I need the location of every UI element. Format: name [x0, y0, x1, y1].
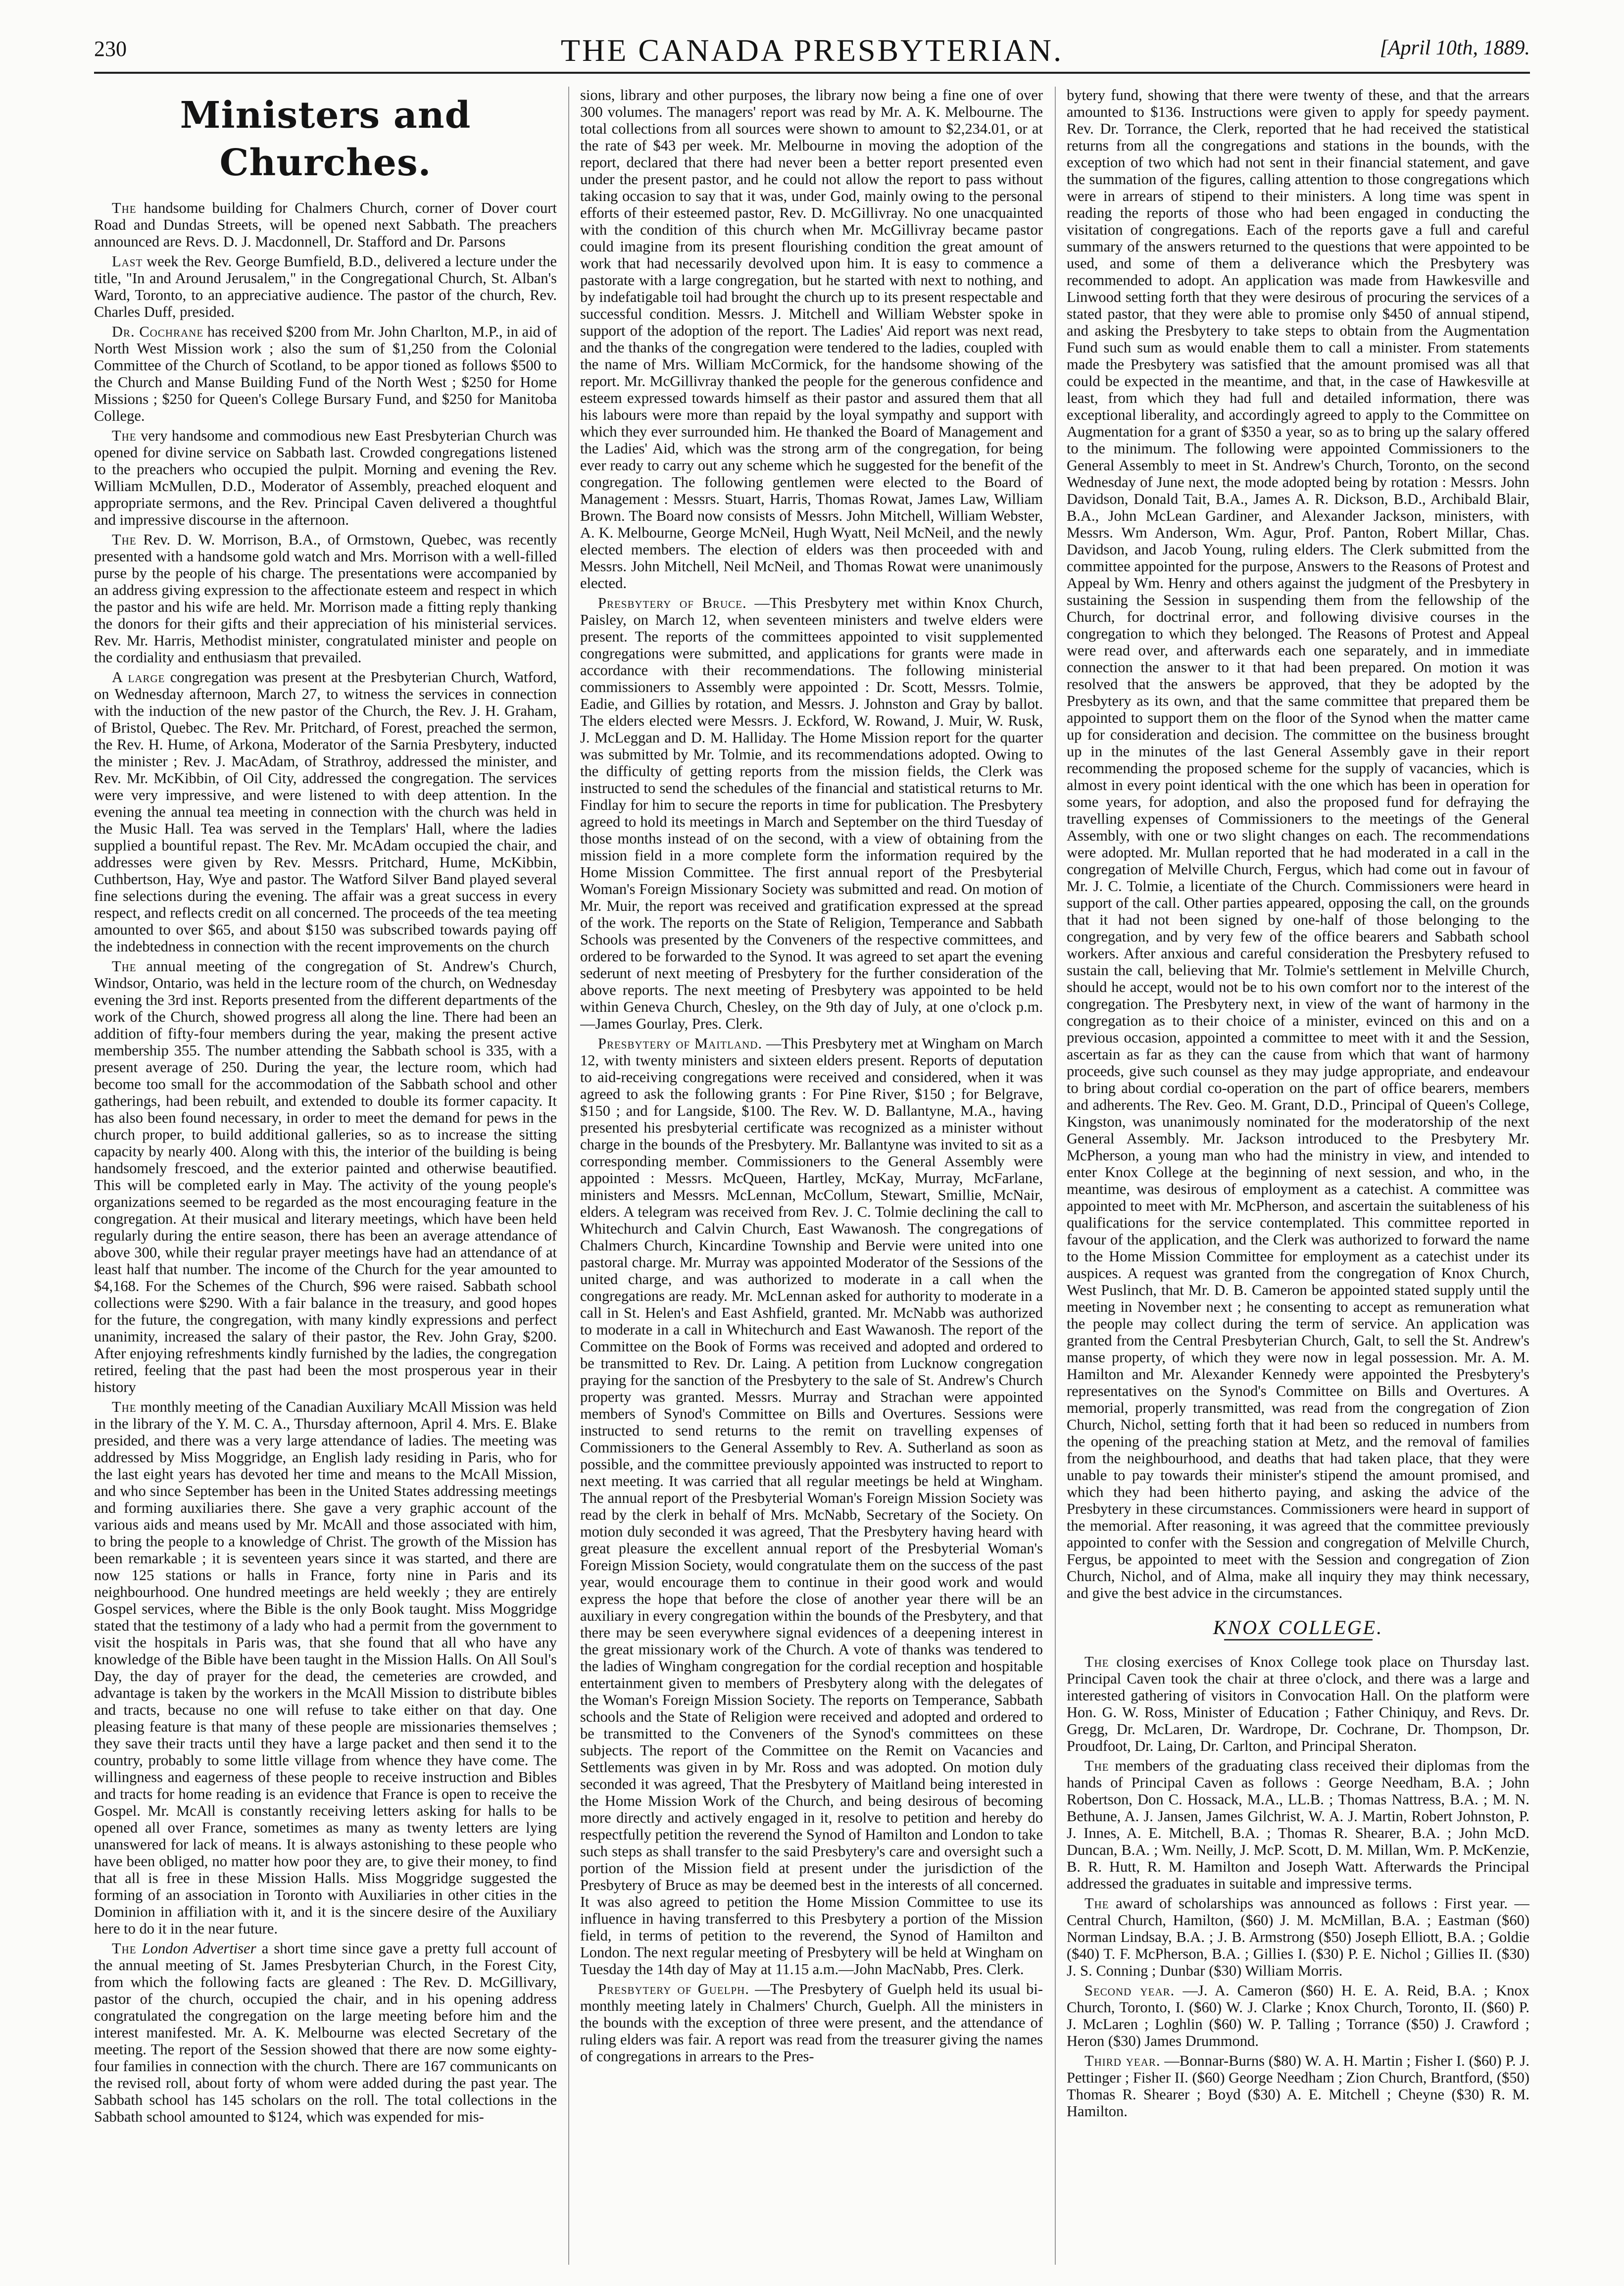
paragraph-lead: The	[112, 958, 137, 975]
paragraph-lead: The	[112, 531, 137, 548]
paragraph-lead: The	[112, 427, 137, 444]
paragraph-text: has received $200 from Mr. John Charlton, M.P., in aid of North West Mission work ; also the sum of $1,250 from the Colonial Committee of the Church of Scotland, to be appor tioned as follows $500 to the Church and Manse Building Fund of the North West ; $250 for Home Missions ; $250 for Queen's College Bursary Fund, and $250 for Manitoba College.	[94, 323, 557, 424]
paragraph-text: handsome building for Chalmers Church, corner of Dover court Road and Dundas Streets, will be opened next Sabbath. The preachers announced are Revs. D. J. Macdonnell, Dr. Stafford and Dr. Parsons	[94, 199, 557, 250]
article-paragraph	[1067, 1982, 1529, 2049]
paragraph-text: award of scholarships was announced as follows : First year. —Central Church, Hamilton, ($60) J. M. McMillan, B.A. ; Eastman ($60) Norman Lindsay, B.A. ; J. B. Armstrong ($50) Joseph Elliott, B.A. ; Goldie ($40) T. F. McPherson, B.A. ; Gillies I. ($30) P. E. Nichol ; Gillies II. ($30) J. S. Conning ; Dunbar ($30) William Morris.	[1067, 1895, 1529, 1979]
column-divider	[568, 87, 569, 2265]
paragraph-text: monthly meeting of the Canadian Auxiliary McAll Mission was held in the library of the Y. M. C. A., Thursday afternoon, April 4. Mrs. E. Blake presided, and there was a very large attendance of ladies. The meeting was addressed by Miss Moggridge, an English lady residing in Paris, who for the last eight years has devoted her time and means to the McAll Mission, and who since September has been in the United States addressing meetings and forming auxiliaries there. She gave a very graphic account of the various aids and means used by Mr. McAll and those associated with him, to bring the people to a knowledge of Christ. The growth of the Mission has been remarkable ; it is seventeen years since it was started, and there are now 125 stations or halls in France, forty nine in Paris and its neighbourhood. One hundred meetings are held weekly ; they are entirely Gospel services, where the Bible is the only Book taught. Miss Moggridge stated that the testimony of a lady who had a permit from the government to visit the hospitals in Paris was, that she found that all who have any knowledge of the Bible have been taught in the Mission Halls. On All Soul's Day, the day of prayer for the dead, the cemeteries are crowded, and advantage is taken by the workers in the McAll Mission to distribute bibles and tracts, because no one will refuse to take either on that day. One pleasing feature is that many of these people are missionaries themselves ; they save their tracts until they have a large packet and then send it to the country, probably to some little village from whence they have come. The willingness and eagerness of these people to receive instruction and Bibles and tracts for home reading is an evidence that France is open to receive the Gospel. Mr. McAll is constantly receiving letters asking for halls to be opened all over France, sometimes as many as twenty letters are lying unanswered for lack of means. It is always astonishing to these people who have been obliged, no matter how poor they are, to give their money, to find that all is free in these Mission Halls. Miss Moggridge suggested the forming of an association in Toronto with Auxiliaries in other cities in the Dominion in affiliation with it, and it is the sincere desire of the Auxiliary here to do it in the near future.	[94, 1398, 557, 1937]
paragraph-text: —Bonnar-Burns ($80) W. A. H. Martin ; Fisher I. ($60) P. J. Pettinger ; Fisher II. ($60) George Needham ; Zion Church, Brantford, ($50) Thomas R. Shearer ; Boyd ($30) A. E. Mitchell ; Cheyne ($30) R. M. Hamilton.	[1067, 2052, 1529, 2120]
article-paragraph	[1067, 87, 1529, 1601]
paragraph-text: congregation was present at the Presbyterian Church, Watford, on Wednesday afternoon, March 27, to witness the services in connection with the induction of the new pastor of the Church, the Rev. J. H. Graham, of Bristol, Quebec. The Rev. Mr. Pritchard, of Forest, preached the sermon, the Rev. H. Hume, of Arkona, Moderator of the Sarnia Presbytery, inducted the minister ; Rev. J. MacAdam, of Strathroy, addressed the minister, and Rev. Mr. McKibbin, of Oil City, addressed the congregation. The services were very impressive, and were listened to with deep attention. In the evening the annual tea meeting in connection with the church was held in the Music Hall. Tea was served in the Templars' Hall, where the ladies supplied a bountiful repast. The Rev. Mr. McAdam occupied the chair, and addresses were given by Rev. Messrs. Pritchard, Hume, McKibbin, Cuthbertson, Hay, Wye and pastor. The Watford Silver Band played several fine selections during the evening. The affair was a great success in every respect, and reflects credit on all concerned. The proceeds of the tea meeting amounted to over $65, and about $150 was subscribed towards paying off the indebtedness in connection with the recent improvements on the church	[94, 669, 557, 955]
italic-title: London Advertiser	[142, 1940, 256, 1957]
paragraph-text: —J. A. Cameron ($60) H. E. A. Reid, B.A. ; Knox Church, Toronto, I. ($60) W. J. Clarke ; Knox Church, Toronto, II. ($60) P. J. McLaren ; Loghlin ($60) W. P. Talling ; Torrance ($50) J. Crawford ; Heron ($30) James Drummond.	[1067, 1982, 1529, 2049]
article-paragraph	[94, 427, 557, 528]
paragraph-text: bytery fund, showing that there were twenty of these, and that the arrears amounted to $136. Instructions were given to apply for speedy payment. Rev. Dr. Torrance, the Clerk, reported that he had received the statistical returns from all the congregations and stations in the bounds, with the exception of two which had not sent in their financial statement, and gave the summation of the figures, calling attention to those congregations which were in arrears of stipend to their ministers. A long time was spent in reading the reports of those who had been engaged in conducting the visitation of congregations. Each of the reports gave a full and careful summary of the answers returned to the questions that were appointed to be used, and some of them a deliverance which the Presbytery was recommended to adopt. An application was made from Hawkesville and Linwood setting forth that they were desirous of procuring the services of a stated pastor, that they were able to promise only $450 of annual stipend, and asking the Presbytery to take steps to obtain from the Augmentation Fund such sum as would enable them to call a minister. From statements made the Presbytery was satisfied that the amount promised was all that could be expected in the meantime, and that, in the case of Hawkesville at least, from which they had full and detailed information, there was exceptional liberality, and accordingly agreed to apply to the Committee on Augmentation for a grant of $350 a year, so as to bring up the salary offered to the minimum. The following were appointed Commissioners to the General Assembly to meet in St. Andrew's Church, Toronto, on the second Wednesday of June next, the mode adopted being by rotation : Messrs. John Davidson, Donald Tait, B.A., James A. R. Dickson, B.D., Archibald Blair, B.A., John McLean Gardiner, and Alexander Jackson, ministers, with Messrs. Wm Anderson, Wm. Agur, Prof. Panton, Robert Millar, Chas. Davidson, and Jacob Young, ruling elders. The Clerk submitted from the committee appointed for the purpose, Answers to the Reasons of Protest and Appeal by Wm. Henry and others against the judgment of the Presbytery in sustaining the Session in suspending them from the fellowship of the Church, for doctrinal error, and following divisive courses in the congregation to which they belonged. The Reasons of Protest and Appeal were read over, and afterwards each one separately, and in immediate connection the answer to it that had been prepared. On motion it was resolved that the answers be approved, that they be adopted by the Presbytery as its own, and that the same committee that prepared them be appointed to support them on the floor of the Synod when the matter came up for consideration and decision. The committee on the business brought up in the minutes of the last General Assembly gave in their report recommending the proposed scheme for the supply of vacancies, which is almost in every point identical with the one which has been in operation for some years, for adoption, and also the proposed fund for defraying the travelling expenses of Commissioners to the meetings of the General Assembly, with one or two slight changes on each. The recommendations were adopted. Mr. Mullan reported that he had moderated in a call in the congregation of Melville Church, Fergus, which had come out in favour of Mr. J. C. Tolmie, a licentiate of the Church. Commissioners were heard in support of the call. Other parties appeared, opposing the call, on the grounds that it had not been signed by one-half of those belonging to the congregation, and by very few of the office bearers and Sabbath school workers. After anxious and careful consideration the Presbytery refused to sustain the call, believing that Mr. Tolmie's settlement in Melville Church, should he accept, would not be to his own comfort nor to the interest of the congregation. The Presbytery next, in view of the want of harmony in the congregation as to their choice of a minister, evinced on this and on a previous occasion, appointed a committee to meet with it and the Session, ascertain as far as they can the cause from which that want of harmony proceeds, give such counsel as they may judge appropriate, and endeavour to bring about cordial co-operation on the part of office bearers, members and adherents. The Rev. Geo. M. Grant, D.D., Principal of Queen's College, Kingston, was unanimously nominated for the moderatorship of the next General Assembly. Mr. Jackson introduced to the Presbytery Mr. McPherson, a young man who had the ministry in view, and intended to enter Knox College at the beginning of next session, and who, in the meantime, was desirous of employment as a catechist. A committee was appointed to meet with Mr. McPherson, and ascertain the suitableness of his qualifications for the service contemplated. This committee reported in favour of the application, and the Clerk was authorized to forward the name to the Home Mission Committee for employment as a catechist under its auspices. A request was granted from the congregation of Knox Church, West Puslinch, that Mr. D. B. Cameron be appointed stated supply until the meeting in November next ; he consenting to accept as remuneration what the people may collect during the term of service. An application was granted from the Central Presbyterian Church, Galt, to sell the St. Andrew's manse property, of which they were now in legal possession. Mr. A. M. Hamilton and Mr. Alexander Kennedy were appointed the Presbytery's representatives on the Synod's Committee on Bills and Overtures. A memorial, properly transmitted, was read from the congregation of Zion Church, Nichol, setting forth that it had been so reduced in numbers from the opening of the preaching station at Metz, and the removal of families from the neighbourhood, and deaths that had taken place, that they were unable to pay towards their minister's stipend the amount promised, and which they had been hitherto paying, and asking the advice of the Presbytery in these circumstances. Commissioners were heard in support of the memorial. After reasoning, it was agreed that the committee previously appointed to confer with the Session and congregation of Melville Church, Fergus, be appointed to meet with the Session and congregation of Zion Church, Nichol, and of Alma, make all inquiry they may think necessary, and give the best advice in the circumstances.	[1067, 87, 1529, 1601]
paragraph-lead: The	[1084, 1653, 1109, 1670]
paragraph-lead: The	[1084, 1757, 1109, 1774]
article-paragraph	[94, 958, 557, 1395]
article-paragraph	[94, 199, 557, 250]
section-title: Ministers and Churches.	[180, 94, 471, 184]
article-paragraph	[94, 1940, 557, 2125]
paragraph-text: members of the graduating class received their diplomas from the hands of Principal Caven as follows : George Needham, B.A. ; John Robertson, Don C. Hossack, M.A., LL.B. ; Thomas Nattress, B.A. ; M. N. Bethune, A. J. Jansen, James Gilchrist, W. A. J. Martin, Robert Johnston, P. J. Innes, A. E. Mitchell, B.A. ; Thomas R. Shearer, B.A. ; John McD. Duncan, B.A. ; Wm. Neilly, J. McP. Scott, D. M. Millan, Wm. P. McKenzie, B. R. Hutt, R. M. Hamilton and Joseph Watt. Afterwards the Principal addressed the graduates in suitable and impressive terms.	[1067, 1757, 1529, 1892]
knox-college-body	[1067, 1653, 1529, 2120]
article-paragraph	[94, 1398, 557, 1937]
paragraph-text: —This Presbytery met within Knox Church, Paisley, on March 12, when seventeen ministers and twelve elders were present. The reports of the committees appointed to visit supplemented congregations were submitted, and applications for grants were made in accordance with their recommendations. The following ministerial commissioners to Assembly were appointed : Dr. Scott, Messrs. Tolmie, Eadie, and Gillies by rotation, and Messrs. J. Johnston and Gray by ballot. The elders elected were Messrs. J. Eckford, W. Rowand, J. Muir, W. Rusk, J. McLeggan and D. M. Halliday. The Home Mission report for the quarter was submitted by Mr. Tolmie, and its recommendations adopted. Owing to the difficulty of getting reports from the mission fields, the Clerk was instructed to send the schedules of the financial and statistical returns to Mr. Findlay for him to secure the reports in time for publication. The Presbytery agreed to hold its meetings in March and September on the third Tuesday of those months instead of on the second, with a view of obtaining from the mission field in a more complete form the information required by the Home Mission Committee. The first annual report of the Presbyterial Woman's Foreign Missionary Society was submitted and read. On motion of Mr. Muir, the report was received and gratification expressed at the spread of the work. The reports on the State of Religion, Temperance and Sabbath Schools was presented by the Conveners of the respective committees, and ordered to be forwarded to the Synod. It was agreed to set apart the evening sederunt of next meeting of Presbytery for the further consideration of the above reports. The next meeting of Presbytery was appointed to be held within Geneva Church, Chesley, on the 9th day of July, at one o'clock p.m. —James Gourlay, Pres. Clerk.	[580, 595, 1043, 1032]
paragraph-lead: The	[112, 1940, 137, 1957]
article-paragraph	[580, 87, 1043, 592]
paragraph-lead: A large	[112, 669, 165, 686]
article-paragraph	[1067, 1895, 1529, 1979]
paragraph-lead: Presbytery of Bruce.	[598, 595, 747, 611]
column-2	[580, 87, 1043, 2265]
article-paragraph	[94, 323, 557, 424]
paragraph-text: —The Presbytery of Guelph held its usual bi-monthly meeting lately in Chalmers' Church, Guelph. All the ministers in the bounds with the exception of three were present, and the attendance of ruling elders was fair. A report was read from the treasurer giving the names of congregations in arrears to the Pres-	[580, 1981, 1043, 2065]
column-3-body	[1067, 87, 1529, 1601]
running-head	[94, 27, 1530, 74]
paragraph-lead: Second year.	[1084, 1982, 1175, 1999]
paragraph-text: a short time since gave a pretty full account of the annual meeting of St. James Presbyterian Church, in the Forest City, from which the following facts are gleaned : The Rev. D. McGillivary, pastor of the church, occupied the chair, and in his opening address congratulated the congregation on the large meeting before him and the interest manifested. Mr. A. K. Melbourne was elected Secretary of the meeting. The report of the Session showed that there are now some eighty-four families in connection with the church. There are 167 communicants on the revised roll, about forty of whom were added during the past year. The Sabbath school has 145 scholars on the roll. The total collections in the Sabbath school amounted to $124, which was expended for mis-	[94, 1940, 557, 2125]
column-3	[1067, 87, 1529, 2265]
paragraph-text: closing exercises of Knox College took place on Thursday last. Principal Caven took the chair at three o'clock, and there was a large and interested gathering of visitors in Convocation Hall. On the platform were Hon. G. W. Ross, Minister of Education ; Father Chiniquy, and Revs. Dr. Gregg, Dr. McLaren, Dr. Wardrope, Dr. Cochrane, Dr. Thompson, Dr. Proudfoot, Dr. Laing, Dr. Carlton, and Principal Sheraton.	[1067, 1653, 1529, 1754]
paragraph-lead: The	[1084, 1895, 1109, 1912]
article-paragraph	[94, 669, 557, 955]
article-paragraph	[1067, 1653, 1529, 1754]
column-divider	[1055, 87, 1056, 2265]
paragraph-lead: Presbytery of Guelph.	[598, 1981, 749, 1997]
paragraph-lead: Dr. Cochrane	[112, 323, 204, 340]
article-paragraph	[580, 595, 1043, 1032]
column-1	[94, 87, 557, 2265]
paragraph-text: week the Rev. George Bumfield, B.D., delivered a lecture under the title, "In and Around Jerusalem," in the Congregational Church, St. Alban's Ward, Toronto, to an appreciative audience. The pastor of the church, Rev. Charles Duff, presided.	[94, 253, 557, 320]
paragraph-lead: The	[112, 1398, 137, 1415]
paragraph-lead: The	[112, 199, 137, 216]
article-columns	[94, 87, 1529, 2265]
article-paragraph	[94, 253, 557, 320]
article-paragraph	[94, 531, 557, 666]
paragraph-text: annual meeting of the congregation of St. Andrew's Church, Windsor, Ontario, was held in the lecture room of the church, on Wednesday evening the 3rd inst. Reports presented from the different departments of the work of the Church, showed progress all along the line. There had been an addition of fifty-four members during the year, making the present active membership 355. The number attending the Sabbath school is 335, with a present average of 250. During the year, the lecture room, which had become too small for the accommodation of the Sabbath school and other gatherings, had been rebuilt, and extended to double its former capacity. It has also been found necessary, in order to meet the demand for pews in the church proper, to build additional galleries, so as to increase the sitting capacity by nearly 400. Along with this, the interior of the building is being handsomely frescoed, and the exterior painted and otherwise beautified. This will be completed early in May. The activity of the young people's organizations seemed to be regarded as the most encouraging feature in the congregation. At their musical and literary meetings, which have been held regularly during the entire season, there has been an average attendance of above 300, while their regular prayer meetings have had an attendance of at least half that number. The income of the Church for the year amounted to $4,168. For the Schemes of the Church, $96 were raised. Sabbath school collections were $290. With a fair balance in the treasury, and good hopes for the future, the congregation, with many kindly expressions and perfect unanimity, increased the salary of their pastor, the Rev. John Gray, $200. After enjoying refreshments kindly furnished by the ladies, the congregation retired, feeling that the past had been the most prosperous year in their history	[94, 958, 557, 1395]
page-number: 230	[94, 37, 127, 61]
journal-title: THE CANADA PRESBYTERIAN.	[560, 33, 1064, 68]
issue-date: [April 10th, 1889.	[1379, 37, 1530, 59]
paragraph-text: very handsome and commodious new East Presbyterian Church was opened for divine service on Sabbath last. Crowded congregations listened to the preachers who occupied the pulpit. Morning and evening the Rev. William McMullen, D.D., Moderator of Assembly, preached eloquent and appropriate sermons, and the Rev. Principal Caven delivered a thoughtful and impressive discourse in the afternoon.	[94, 427, 557, 528]
paragraph-text: sions, library and other purposes, the library now being a fine one of over 300 volumes. The managers' report was read by Mr. A. K. Melbourne. The total collections from all sources were shown to amount to $2,234.01, or at the rate of $43 per week. Mr. Melbourne in moving the adoption of the report, declared that there had never been a better report presented even under the present pastor, and he could not allow the report to pass without taking occasion to say that it was, under God, mainly owing to the personal efforts of their esteemed pastor, Rev. D. McGillivray. No one unacquainted with the condition of this church when Mr. McGillivray became pastor could imagine from its present flourishing condition the great amount of work that had necessarily devolved upon him. It is easy to commence a pastorate with a large congregation, but he started with next to nothing, and by indefatigable toil had brought the church up to its present respectable and successful condition. Messrs. J. Mitchell and William Webster spoke in support of the adoption of the report. The Ladies' Aid report was next read, and the thanks of the congregation were tendered to the ladies, coupled with the name of Mrs. William McCormick, for the handsome showing of the report. Mr. McGillivray thanked the people for the generous confidence and esteem expressed towards himself as their pastor and assured them that all his labours were more than repaid by the loyal sympathy and support with which they ever surrounded him. He thanked the Board of Management and the Ladies' Aid, which was the strong arm of the congregation, for being ever ready to carry out any scheme which he suggested for the benefit of the congregation. The following gentlemen were elected to the Board of Management : Messrs. Stuart, Harris, Thomas Rowat, James Law, William Brown. The Board now consists of Messrs. John Mitchell, William Webster, A. K. Melbourne, George McNeil, Hugh Wyatt, Neil McNeil, and the newly elected members. The election of elders was then proceeded with and Messrs. John Mitchell, Neil McNeil, and Thomas Rowat were unanimously elected.	[580, 87, 1043, 592]
knox-college-heading: KNOX COLLEGE.	[1213, 1616, 1383, 1639]
paragraph-lead: Third year.	[1084, 2052, 1161, 2069]
paragraph-lead: Last	[112, 253, 143, 270]
paragraph-text: Rev. D. W. Morrison, B.A., of Ormstown, Quebec, was recently presented with a handsome gold watch and Mrs. Morrison with a well-filled purse by the people of his charge. The presentations were accompanied by an address giving expression to the affectionate esteem and respect in which the pastor and his wife are held. Mr. Morrison made a fitting reply thanking the donors for their gifts and their appreciation of his ministerial services. Rev. Mr. Harris, Methodist minister, congratulated minister and people on the cordiality and enthusiasm that prevailed.	[94, 531, 557, 666]
article-paragraph	[580, 1035, 1043, 1978]
paragraph-text: —This Presbytery met at Wingham on March 12, with twenty ministers and sixteen elders present. Reports of deputation to aid-receiving congregations were received and considered, when it was agreed to ask the following grants : For Pine River, $150 ; for Belgrave, $150 ; and for Langside, $100. The Rev. W. D. Ballantyne, M.A., having presented his presbyterial certificate was recognized as a minister without charge in the bounds of the Presbytery. Mr. Ballantyne was invited to sit as a corresponding member. Commissioners to the General Assembly were appointed : Messrs. McQueen, Hartley, McKay, Murray, McFarlane, ministers and Messrs. McLennan, McCollum, Stewart, Smillie, McNair, elders. A telegram was received from Rev. J. C. Tolmie declining the call to Whitechurch and Calvin Church, East Wawanosh. The congregations of Chalmers Church, Kincardine Township and Bervie were united into one pastoral charge. Mr. Murray was appointed Moderator of the Sessions of the united charge, and was authorized to moderate in a call when the congregations are ready. Mr. McLennan asked for authority to moderate in a call in St. Helen's and East Ashfield, granted. Mr. McNabb was authorized to moderate in a call in Whitechurch and East Wawanosh. The report of the Committee on the Book of Forms was received and adopted and ordered to be transmitted to Rev. Dr. Laing. A petition from Lucknow congregation praying for the sanction of the Presbytery to the sale of St. Andrew's Church property was granted. Messrs. Murray and Strachan were appointed members of Synod's Committee on Bills and Overtures. Sessions were instructed to send returns to the remit on travelling expenses of Commissioners to the General Assembly to Rev. A. Sutherland as soon as possible, and the committee previously appointed was instructed to report to next meeting. It was carried that all regular meetings be held at Wingham. The annual report of the Presbyterial Woman's Foreign Mission Society was read by the clerk in behalf of Mrs. McNabb, Secretary of the Society. On motion duly seconded it was agreed, That the Presbytery having heard with great pleasure the excellent annual report of the Presbyterial Woman's Foreign Mission Society, would congratulate them on the success of the past year, would encourage them to continue in their good work and would express the hope that before the close of another year there will be an auxiliary in every congregation within the bounds of the Presbytery, and that there may be seen everywhere signal evidences of a deepening interest in the great missionary work of the Church. A vote of thanks was tendered to the ladies of Wingham congregation for the cordial reception and hospitable entertainment given to members of Presbytery along with the delegates of the Woman's Foreign Mission Society. The reports on Temperance, Sabbath schools and the State of Religion were received and adopted and ordered to be transmitted to the Conveners of the Synod's committees on these subjects. The report of the Committee on the Remit on Vacancies and Settlements was given in by Mr. Ross and was adopted. On motion duly seconded it was agreed, That the Presbytery of Maitland being interested in the Home Mission Work of the Church, and being desirous of becoming more directly and actively engaged in it, resolve to petition and hereby do respectfully petition the reverend the Synod of Hamilton and London to take such steps as shall transfer to the said Presbytery's care and oversight such a portion of the Mission field at present under the jurisdiction of the Presbytery of Bruce as may be deemed best in the interests of all concerned. It was also agreed to petition the Home Mission Committee to use its influence in having transferred to this Presbytery a portion of the Mission field, in terms of petition to the reverend, the Synod of Hamilton and London. The next regular meeting of Presbytery will be held at Wingham on Tuesday the 14th day of May at 11.15 a.m.—John MacNabb, Pres. Clerk.	[580, 1035, 1043, 1978]
article-paragraph	[1067, 1757, 1529, 1892]
article-paragraph	[1067, 2052, 1529, 2120]
paragraph-lead: Presbytery of Maitland.	[598, 1035, 763, 1052]
heading-rule	[1224, 1639, 1373, 1640]
article-paragraph	[580, 1981, 1043, 2065]
